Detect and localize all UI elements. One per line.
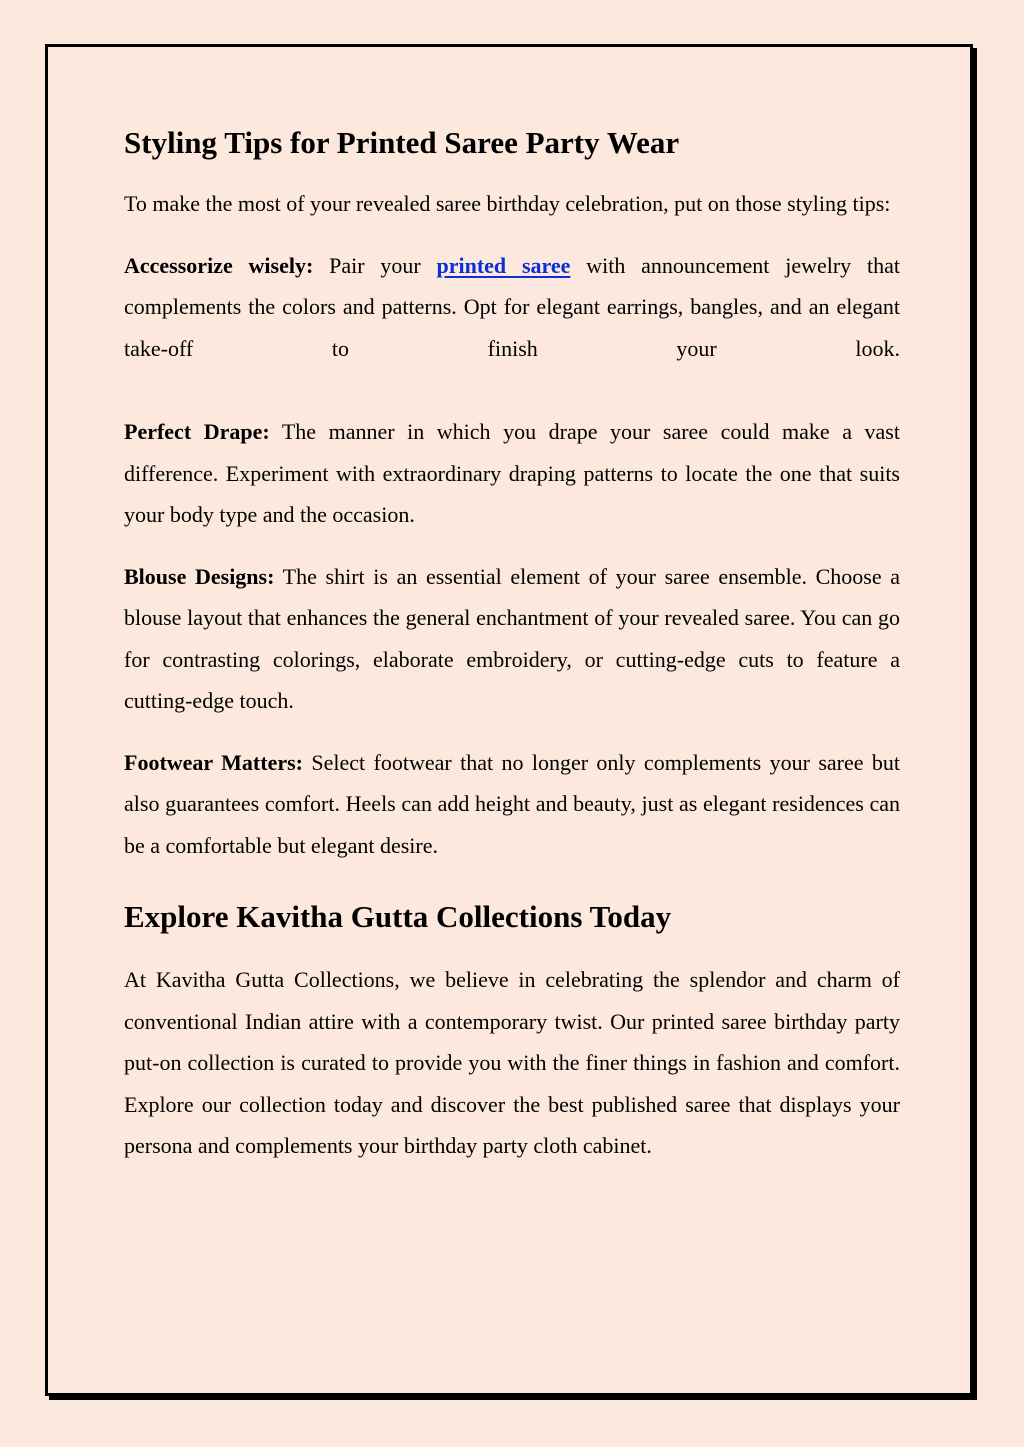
tip-footwear-text: Select footwear that no longer only complements your saree but also guarantees comfort. Heels can add height and beauty, just as elegant residences can be a comfortable but elegant desire. [124, 749, 901, 858]
explore-body: At Kavitha Gutta Collections, we believe in celebrating the splendor and charm of conventional Indian attire with a contemporary twist. Our printed saree birthday party put-on collection is curated to provide you with the finer things in fashion and comfort. Explore our collection today and discover the best published saree that displays your persona and complements your birthday party cloth cabinet. [124, 967, 900, 1159]
tip-footwear-label: Footwear Matters: [124, 749, 304, 775]
tip-accessorize [124, 245, 900, 370]
styling-tips-heading: Styling Tips for Printed Saree Party Wear [124, 125, 680, 160]
tip-accessorize-label: Accessorize wisely: [124, 252, 314, 278]
tip-drape-label: Perfect Drape: [124, 419, 270, 445]
tip-accessorize-text-after: with announcement jewelry that complements the colors and patterns. Opt for elegant earrings, bangles, and an elegant take-off to finish your look. [124, 252, 900, 361]
tip-drape [124, 411, 900, 536]
document-content [124, 110, 900, 1187]
styling-tips-intro: To make the most of your revealed saree birthday celebration, put on those styling tips: [124, 191, 891, 217]
printed-saree-link[interactable]: printed saree [436, 252, 571, 278]
tip-accessorize-text-before: Pair your [313, 252, 437, 278]
tip-blouse [124, 556, 900, 722]
tip-footwear [124, 742, 900, 867]
tip-blouse-label: Blouse Designs: [124, 563, 275, 589]
explore-heading: Explore Kavitha Gutta Collections Today [124, 899, 672, 935]
tip-blouse-text: The shirt is an essential element of your saree ensemble. Choose a blouse layout that enhances the general enchantment of your revealed saree. You can go for contrasting colorings, elaborate embroidery, or cutting-edge cuts to feature a cutting-edge touch. [124, 563, 901, 714]
tip-drape-text: The manner in which you drape your saree could make a vast difference. Experiment with extraordinary draping patterns to locate the one that suits your body type and the occasion. [124, 419, 900, 528]
